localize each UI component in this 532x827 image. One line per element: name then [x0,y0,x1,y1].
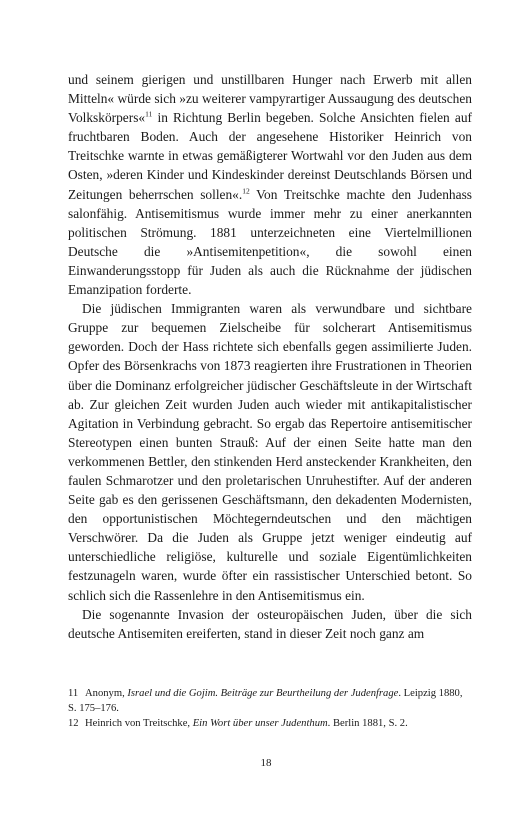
footnote-author: Anonym, [85,688,128,699]
footnotes [68,686,472,732]
footnote-number: 12 [68,718,79,730]
page-number: 18 [260,757,272,769]
paragraph-1-text-c: Von Treitschke machte den Judenhass salonfähig. Antisemitismus wurde immer mehr zu einer anerkannten politischen Strömung. 1881 unterzeichneten eine Viertelmillionen Deutsche die »Antisemitenpetition«, die sowohl einen Einwanderungsstopp für Juden als auch die Rücknahme der jüdischen Emanzipation forderte. [68,186,472,298]
footnote-ref-12[interactable]: 12 [242,186,250,196]
footnote-number: 11 [68,688,79,699]
footnote-ref-11[interactable]: 11 [145,109,153,119]
footnote-details: . Berlin 1881, S. 2. [327,718,408,730]
paragraph-3: Die sogenannte Invasion der osteuropäischen Juden, über die sich deutsche Antisemiten ereiferten, stand in dieser Zeit noch ganz am [68,606,472,641]
footnote-details: . Leipzig 1880, S. 175–176. [68,688,463,715]
footnote-title: Israel und die Gojim. Beiträge zur Beurtheilung der Judenfrage [127,688,399,699]
paragraph-1-text-a: und seinem gierigen und unstillbaren Hunger nach Erwerb mit allen Mitteln« würde sich »zu weiterer vampyrartiger Aussaugung des deutschen Volkskörpers« [68,72,472,126]
footnote-title: Ein Wort über unser Judenthum [192,718,328,730]
footnote-author: Heinrich von Treitschke, [85,718,193,730]
paragraph-1-text-b: in Richtung Berlin begeben. Solche Ansichten fielen auf fruchtbaren Boden. Auch der angesehene Historiker Heinrich von Treitschke warnte in etwas gemäßigterer Wortwahl vor den Juden aus dem Osten, »deren Kinder und Kindeskinder dereinst Deutschlands Börsen und Zeitungen beherrschen sollen«. [68,110,472,202]
paragraph-1 [68,70,472,299]
footnote-12 [68,716,472,731]
main-text [68,70,472,643]
paragraph-2: Die jüdischen Immigranten waren als verwundbare und sichtbare Gruppe zur bequemen Zielscheibe für solcherart Antisemitismus geworden. Doch der Hass richtete sich ebenfalls gegen assimilierte Juden. Opfer des Börsenkrachs von 1873 reagierten ihre Frustrationen in Theorien über die Dominanz erfolgreicher jüdischer Geschäftsleute in der Wirtschaft ab. Zur gleichen Zeit wurden Juden auch wieder mit antikapitalistischer Agitation in Verbindung gebracht. So ergab das Repertoire antisemitischer Stereotypen einen bunten Strauß: Auf der einen Seite hatte man den verkommenen Bettler, den stinkenden Herd ansteckender Krankheiten, den faulen Schmarotzer und den proletarischen Unruhestifter. Auf der anderen Seite gab es den gerissenen Geschäftsmann, den dekadenten Modernisten, den opportunistischen Möchtegerndeutschen und den mächtigen Verschwörer. Da die Juden als Gruppe jetzt weniger eindeutig auf unterschiedliche religiöse, kulturelle und soziale Eigentümlichkeiten festzunageln waren, wurde öfter ein rassistischer Unterschied betont. So schlich sich die Rassenlehre in den Antisemitismus ein. [68,301,472,603]
footnote-11 [68,686,472,716]
